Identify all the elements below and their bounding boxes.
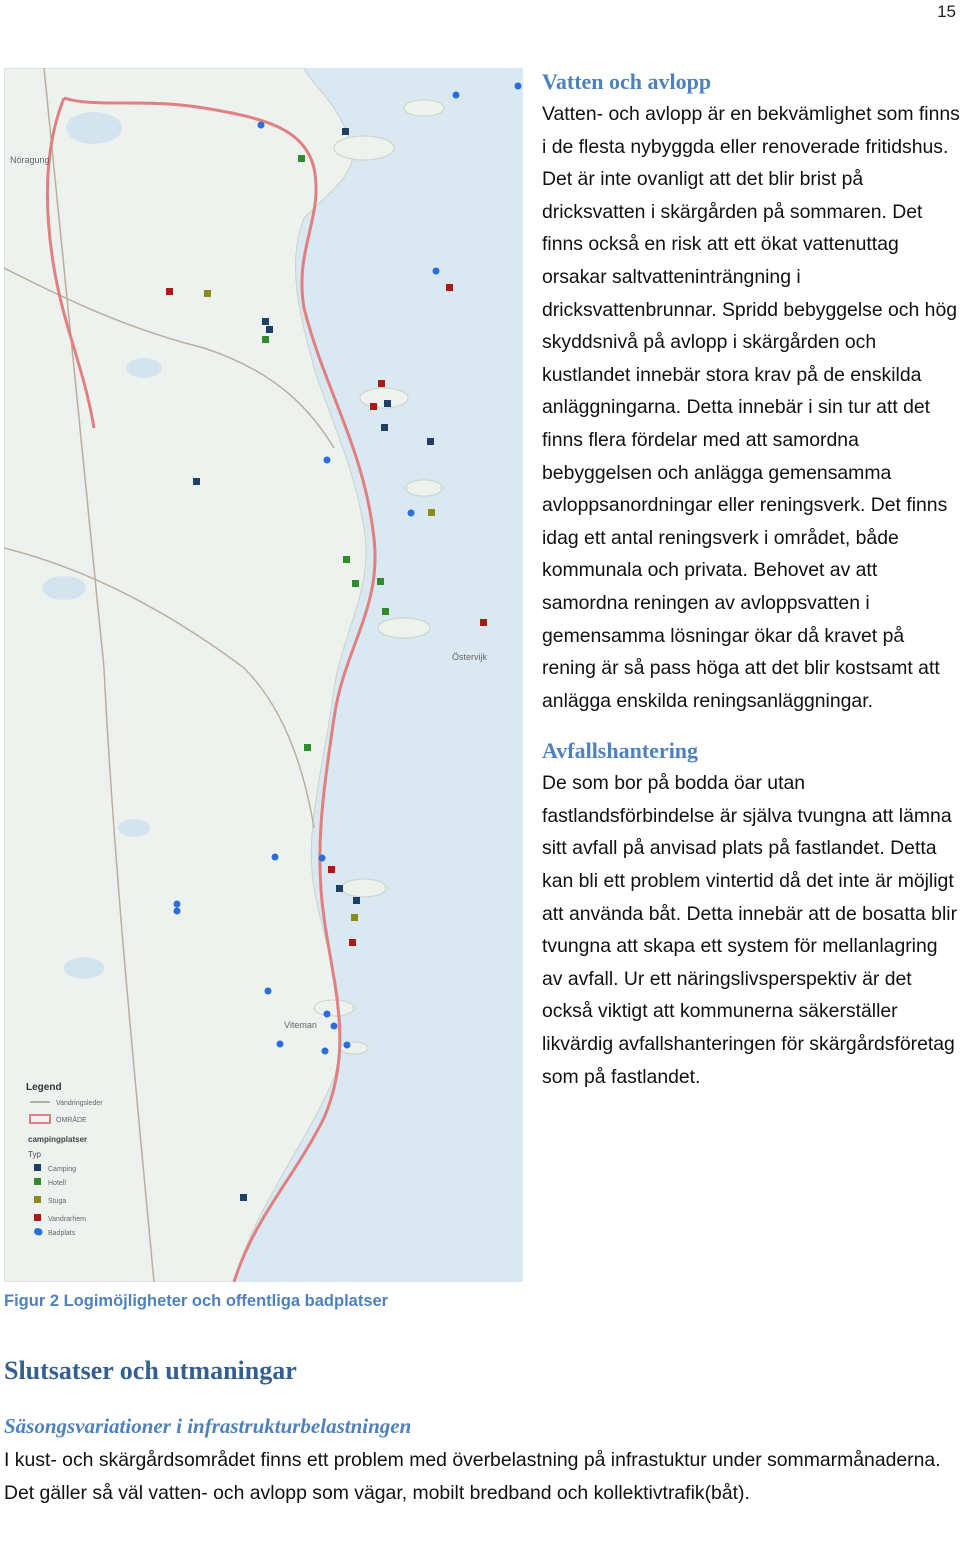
legend-item-2: OMRÅDE [56, 1117, 87, 1124]
legend-swatch-hotell [34, 1178, 41, 1185]
subheading-sasongsvariationer: Säsongsvariationer i infrastrukturbelastningen [4, 1414, 412, 1438]
legend-type-vandrarhem: Vandrarhem [48, 1216, 87, 1223]
paragraph-conclusions: I kust- och skärgårdsområdet finns ett problem med överbelastning på infrastuktur under sommarmånaderna. Det gäller så väl vatten- och avlopp som vägar, mobilt bredband och kollektivtrafik(båt). [4, 1449, 941, 1504]
legend-type-hotell: Hotell [48, 1180, 66, 1187]
legend-swatch-stuga [34, 1196, 41, 1203]
map-svg [4, 68, 523, 1282]
heading-slutsatser: Slutsatser och utmaningar [4, 1356, 297, 1385]
place-label-2: Östervijk [452, 652, 488, 662]
legend-title: Legend [26, 1082, 62, 1093]
legend-type-stuga: Stuga [48, 1198, 67, 1205]
legend-type-camping: Camping [48, 1166, 77, 1173]
map-figure [4, 68, 523, 1282]
right-column [542, 66, 960, 1093]
legend-swatch-vandrarhem [34, 1214, 41, 1221]
heading-vatten-avlopp: Vatten och avlopp [542, 69, 712, 94]
legend-type-title: Typ [28, 1150, 41, 1159]
page-number: 15 [937, 2, 956, 21]
legend-swatch-badplats [34, 1228, 41, 1235]
heading-avfallshantering: Avfallshantering [542, 738, 699, 764]
figure-caption: Figur 2 Logimöjligheter och offentliga badplatser [4, 1292, 389, 1310]
paragraph-vatten-avlopp: Vatten- och avlopp är en bekvämlighet som finns i de flesta nybyggda eller renoverade fritidshus. Det är inte ovanligt att det blir brist på dricksvatten i skärgården på sommaren. Det finns också en risk att ett ökat vattenuttag orsakar saltvatteninträngning i dricksvattenbrunnar. Spridd bebyggelse och hög skyddsnivå på avlopp i skärgården och kustlandet innebär stora krav på de enskilda anläggningarna. Detta innebär i sin tur att det finns flera fördelar med att samordna bebyggelsen och anlägga gemensamma avloppsanordningar eller reningsverk. Det finns idag ett antal reningsverk i området, både kommunala och privata. Behovet av att samordna reningen av avloppsvatten i gemensamma lösningar ökar då kravet på rening är så pass höga att det blir kostsamt att anlägga enskilda reningsanläggningar. [542, 103, 960, 712]
legend-item-3: campingplatser [28, 1135, 88, 1144]
legend-type-badplats: Badplats [48, 1230, 76, 1237]
legend-item-1: Vandringsleder [56, 1100, 103, 1107]
place-label-1: Nöragung [10, 155, 50, 165]
paragraph-avfallshantering: De som bor på bodda öar utan fastlandsförbindelse är själva tvungna att lämna sitt avfall på anvisad plats på fastlandet. Detta kan bli ett problem vintertid då det inte är möjligt att använda båt. Detta innebär att de bosatta blir tvungna att skapa ett system för mellanlagring av avfall. Ur ett näringslivsperspektiv är det också viktigt att kommunerna säkerställer likvärdig avfallshanteringen för skärgårdsföretag som på fastlandet. [542, 772, 958, 1088]
place-label-3: Viteman [284, 1020, 317, 1030]
